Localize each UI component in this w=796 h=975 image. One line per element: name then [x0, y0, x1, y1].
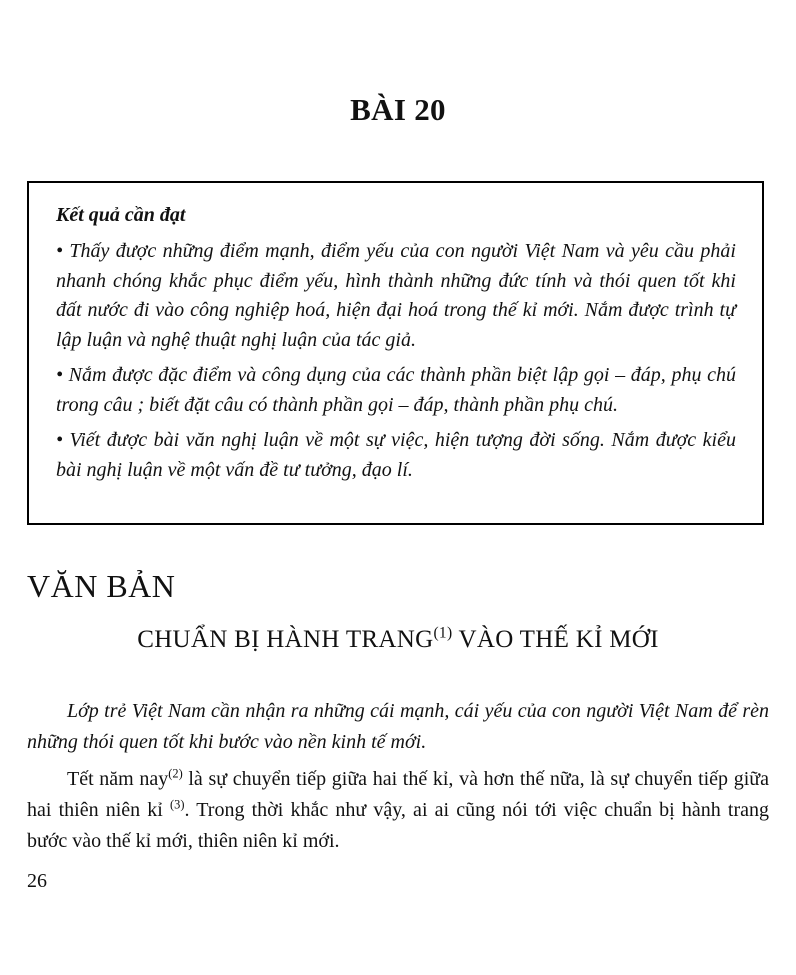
goal-item: • Viết được bài văn nghị luận về một sự việc, hiện tượng đời sống. Nắm được kiểu bài nghị luận về một vấn đề tư tưởng, đạo lí.	[56, 429, 736, 481]
footnote-ref-2: (2)	[168, 766, 183, 781]
body-text-part: . Trong thời khắc như vậy, ai ai cũng nói tới việc chuẩn bị hành trang bước vào thế kỉ mới, thiên niên kỉ mới.	[27, 799, 769, 852]
text-title	[0, 626, 796, 654]
footnote-ref-3: (3)	[170, 797, 185, 812]
body-text-part: là sự chuyển tiếp giữa hai thế kỉ, và hơn thế nữa, là sự chuyển tiếp giữa hai thiên niên kỉ	[27, 768, 769, 821]
body-paragraph	[27, 764, 769, 857]
lesson-title: BÀI 20	[350, 92, 446, 127]
text-title-main: CHUẨN BỊ HÀNH TRANG	[137, 626, 434, 653]
goals-heading: Kết quả cần đạt	[56, 204, 186, 226]
footnote-ref-1: (1)	[433, 624, 453, 642]
learning-goals-box	[27, 181, 764, 525]
body-text-part: Tết năm nay	[67, 768, 169, 790]
text-title-end: VÀO THẾ KỈ MỚI	[452, 626, 659, 653]
goal-item: • Thấy được những điểm mạnh, điểm yếu của con người Việt Nam và yêu cầu phải nhanh chóng khắc phục điểm yếu, hình thành những đức tính và thói quen tốt khi đất nước đi vào công nghiệp hoá, hiện đại hoá trong thế kỉ mới. Nắm được trình tự lập luận và nghệ thuật nghị luận của tác giả.	[56, 240, 736, 351]
intro-paragraph: Lớp trẻ Việt Nam cần nhận ra những cái mạnh, cái yếu của con người Việt Nam để rèn những thói quen tốt khi bước vào nền kinh tế mới.	[27, 700, 769, 753]
goal-item: • Nắm được đặc điểm và công dụng của các thành phần biệt lập gọi – đáp, phụ chú trong câu ; biết đặt câu có thành phần gọi – đáp, thành phần phụ chú.	[56, 364, 736, 416]
page-number: 26	[27, 870, 47, 892]
section-heading: VĂN BẢN	[27, 568, 176, 604]
